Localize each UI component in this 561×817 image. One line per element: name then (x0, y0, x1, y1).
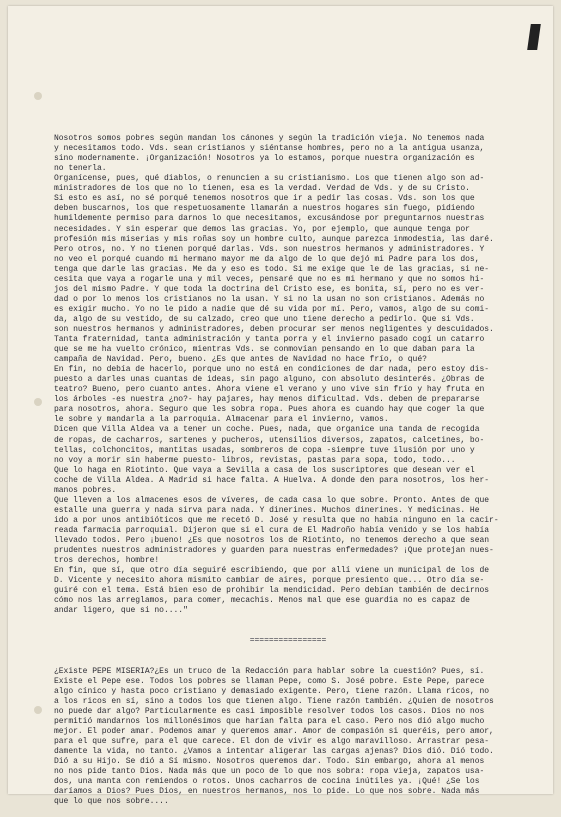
text-line: estalle una guerra y nada sirva para nada. Y dinerines. Muchos dinerines. Y medicinas. He (54, 505, 480, 515)
text-line: tenga que darle las gracias. Me da y eso es todo. Si me exige que le de las gracias, si ne- (54, 264, 490, 274)
punch-hole (34, 92, 42, 100)
text-line: profesión mis miserias y mis roñas soy un hombre culto, aunque parezca inmodestia, las daré. (54, 234, 494, 244)
ink-mark (527, 24, 541, 50)
text-line: ¿Existe PEPE MISERIA?¿Es un truco de la Redacción para hablar sobre la cuestión? Pues, sí. (54, 666, 485, 676)
text-line: necesidades. Y sin esperar que demos las gracias. Yo, por ejemplo, que aunque tenga por (54, 224, 470, 234)
text-line: no voy a morir sin haberme puesto- libros, revistas, pastas para sopa, todo, todo... (54, 455, 456, 465)
typewritten-text (54, 114, 522, 817)
text-line: tellas, colchoncitos, mantitas usadas, sombreros de copa -siempre tuve ilusión por uno y (54, 445, 475, 455)
text-line: puesto a darles unas cuantas de ideas, sin pago alguno, con absoluto desinterés. ¿Obras de (54, 375, 485, 385)
text-line: algo cínico y hasta poco cristiano y demasiado exigente. Pero, tiene razón. Llama ricos, no (54, 686, 490, 696)
text-line: teatro? Bueno, pero cuanto antes. Ahora viene el verano y uno vive sin frío y hay fruta en (54, 385, 485, 395)
text-line: coche de Villa Aldea. A Madrid si hace falta. A Huelva. A donde den para nosotros, los her- (54, 475, 490, 485)
text-line: sino modernamente. ¡Organización! Nosotros ya lo estamos, porque nuestra organización es (54, 154, 475, 164)
text-line: no veo el porqué cuando mi hermano mayor me da algo de lo que dejó mi Padre para los dos, (54, 254, 480, 264)
text-line: guiré con el tema. Está bien eso de prohibir la mendicidad. Pero debían también de decirnos (54, 586, 490, 596)
text-line: andar ligero, que si no...." (54, 606, 188, 616)
text-line: tros derechos, hombre! (54, 556, 160, 566)
text-line: ministradores de los que no lo tienen, esa es la verdad. Verdad de Vds. y de su Cristo. (54, 184, 470, 194)
text-line: para nosotros, ahora. Seguro que les sobra ropa. Pues ahora es cuando hay que coger la que (54, 405, 485, 415)
text-line: no tenerla. (54, 164, 107, 174)
text-line: Pero otros, no. Y no tienen porqué darlas. Vds. son nuestros hermanos y administradores. Y (54, 244, 485, 254)
separator-line: ================ (249, 636, 327, 646)
text-line: no nos pide tanto Dios. Nada más que un poco de lo que nos sobra: ropa vieja, zapatos usa- (54, 767, 485, 777)
text-line: los árboles -es nuestra ¿no?- hay pajares, hay menos dificultad. Vds. deben de prepararse (54, 395, 480, 405)
text-line: Nosotros somos pobres según mandan los cánones y según la tradición vieja. No tenemos nada (54, 134, 485, 144)
text-line: que lo que nos sobre.... (54, 797, 169, 807)
text-line: a los ricos en sí, sino a todos los que tienen algo. Tiene razón también. ¿Quien de nosotros (54, 696, 494, 706)
text-line: campaña de Navidad. Pero, bueno. ¿Es que antes de Navidad no hace frío, o qué? (54, 355, 427, 365)
punch-hole (34, 706, 42, 714)
punch-hole (34, 398, 42, 406)
text-line: daríamos a Dios? Pues Dios, en nuestros hermanos, nos lo pide. Lo que nos sobre. Nada más (54, 787, 480, 797)
text-line: le sobre y mandarla a la parroquia. Almacenar para el invierno, vamos. (54, 415, 389, 425)
text-line: humildemente permiso para darnos lo que necesitamos, excusándose por preguntarnos nuestras (54, 214, 485, 224)
text-line: llevado todos. Pero ¡bueno! ¿Es que nosotros los de Riotinto, no tenemos derecho a que sean (54, 535, 490, 545)
text-line: Dió a su Hijo. Se dió a Sí mismo. Nosotros queremos dar. Todo. Sin embargo, ahora al menos (54, 757, 485, 766)
text-line: ido a por unos antibióticos que me recetó D. José y resulta que no había ninguno en la cacir- (54, 515, 499, 525)
text-line: manos pobres. (54, 485, 117, 495)
text-line: cómo nos las arreglamos, para comer, mecachis. Menos mal que ese guardia no es capaz de (54, 596, 470, 606)
text-line: Existe el Pepe ese. Todos los pobres se llaman Pepe, como S. José pobre. Este Pepe, parece (54, 676, 485, 686)
text-line: En fin, que sí, que otro día seguiré escribiendo, que por allí viene un municipal de los de (54, 566, 490, 576)
text-line: da, algo de su vestido, de su calzado, creo que uno tiene derecho a pedirlo. Que si Vds. (54, 314, 475, 324)
text-line: son nuestros hermanos y administradores, deben procurar ser menos negligentes y descuidados. (54, 324, 494, 334)
text-line: damente la vida, no tanto. ¿Vamos a intentar aligerar las cargas ajenas? Dios dió. Dió todo. (54, 746, 494, 756)
text-line: mejor. El poder amar. Podemos amar y queremos amar. Amor de compasión si queréis, pero amor, (54, 726, 494, 736)
text-line: Dicen que Villa Aldea va a tener un coche. Pues, nada, que organice una tanda de recogida (54, 425, 480, 435)
text-line: En fin, no debía de hacerlo, porque uno no está en condiciones de dar nada, pero estoy dis- (54, 365, 490, 375)
text-line: deben buscarnos, los que respetuosamente llamarán a nuestros hogares sin fuego, pidiendo (54, 204, 475, 214)
text-line: Tanta fraternidad, tanta administración y tanta porra y el invierno pasado cogí un catarro (54, 335, 485, 345)
editorial-paragraph (54, 667, 522, 808)
text-line: para el que sufre, para el que carece. El don de vivir es algo maravilloso. Arrastrar pesa- (54, 736, 490, 746)
text-line: permitió mandarnos los millonésimos que harían falta para el caso. Pero nos dió algo mucho (54, 716, 485, 726)
text-line: Si esto es así, no sé porqué tenemos nosotros que ir a pedir las cosas. Vds. son los que (54, 194, 475, 204)
text-line: Organícense, pues, qué diablos, o renuncien a su cristianismo. Los que tienen algo son ad- (54, 174, 485, 184)
text-line: jos del mismo Padre. Y que toda la doctrina del Cristo ese, es bonita, sí, pero no es ver- (54, 284, 485, 294)
text-line: de ropas, de cacharros, sartenes y pucheros, utensilios diversos, zapatos, calcetines, bo- (54, 435, 485, 445)
letter-paragraph (54, 134, 522, 616)
text-line: que se me ha vuelto crónico, mientras Vds. se conmovían pensando en lo que daban para la (54, 345, 475, 355)
text-line: no puede dar algo? Particularmente es casi imposible resolver todos los casos. Dios no nos (54, 706, 485, 716)
text-line: prudentes nuestros administradores y guarden para nuestras enfermedades? ¡Que protejan nues- (54, 546, 494, 556)
text-line: dad o por lo menos los cristianos no la usan. Y si no la usan no son cristianos. Además no (54, 294, 485, 304)
text-line: cesita que vaya a rogarle una y mil veces, pensaré que no es mi hermano y que no somos hi- (54, 274, 485, 284)
text-line: dos, una manta con remiendos o rotos. Unos cacharros de cocina inútiles ya. ¡Qué! ¿Se los (54, 777, 480, 787)
text-line: y necesitamos todo. Vds. sean cristianos y siéntanse hombres, pero no a la antigua usanza, (54, 144, 485, 154)
text-line: Que lo haga en Riotinto. Que vaya a Sevilla a casa de los suscriptores que desean ver el (54, 465, 475, 475)
text-line: es exigir mucho. Yo no le pido a nadie que dé su vida por mí. Pero, vamos, algo de su comi- (54, 304, 490, 314)
text-line: D. Vicente y necesito ahora mismito cambiar de aires, porque presiento que... Otro día se- (54, 576, 485, 586)
text-line: Que lleven a los almacenes esos de víveres, de cada casa lo que sobre. Pronto. Antes de que (54, 495, 490, 505)
text-line: reada farmacia parroquial. Dijeron que si el cura de El Madroño había venido y se los había (54, 525, 490, 535)
